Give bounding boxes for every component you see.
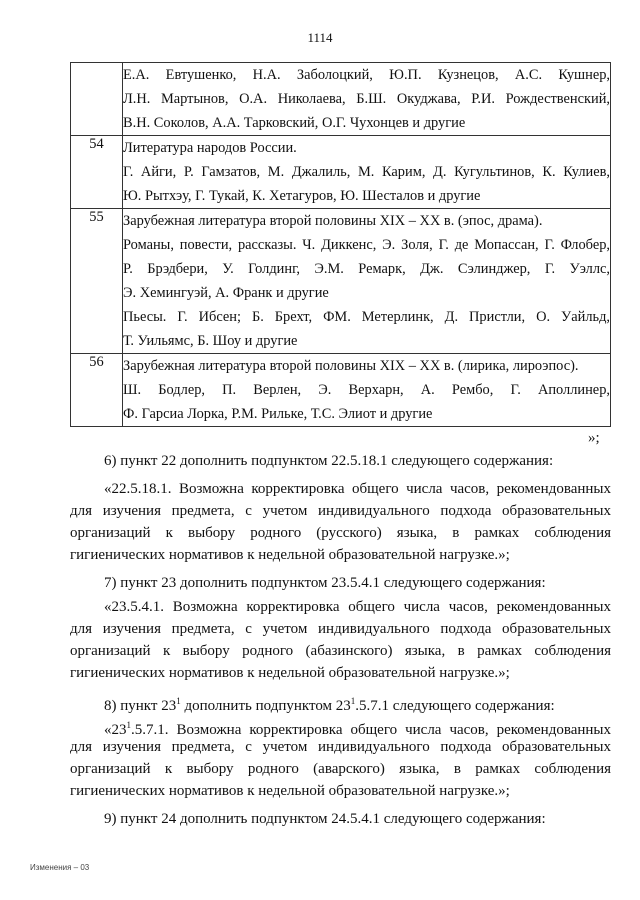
table-line: Ф. Гарсиа Лорка, Р.М. Рильке, Т.С. Элиот и другие — [123, 406, 433, 422]
heading-part: .5.7.1 следующего содержания: — [355, 698, 555, 714]
paragraph-7-text — [70, 596, 611, 684]
paragraph-6 — [70, 450, 611, 472]
table-line: Литература народов России. — [123, 140, 297, 156]
paragraph-8-text — [70, 714, 611, 802]
paragraph-line: гигиенических нормативов к недельной образовательной нагрузке.»; — [70, 547, 510, 563]
paragraph-line: организаций к выбору родного (абазинского) языка, в рамках соблюдения — [70, 643, 611, 659]
paragraph-line: «23.5.4.1. Возможна корректировка общего числа часов, рекомендованных — [104, 599, 611, 615]
table-line: Л.Н. Мартынов, О.А. Николаева, Б.Ш. Окуджава, Р.И. Рождественский, — [123, 91, 610, 107]
paragraph-line: для изучения предмета, с учетом индивидуального подхода образовательных — [70, 621, 611, 637]
paragraph-6-text — [70, 478, 611, 566]
table-row — [71, 136, 611, 209]
paragraph-9 — [70, 808, 611, 830]
line-part: .5.7.1. Возможна корректировка общего числа часов, рекомендованных — [131, 722, 611, 738]
footer-note: Изменения – 03 — [30, 863, 90, 872]
paragraph-7 — [70, 572, 611, 594]
paragraph-line: для изучения предмета, с учетом индивидуального подхода образовательных — [70, 739, 611, 755]
line-part: «23 — [104, 722, 127, 738]
paragraph-line: гигиенических нормативов к недельной образовательной нагрузке.»; — [70, 665, 510, 681]
table-row — [71, 354, 611, 427]
paragraph-heading: 7) пункт 23 дополнить подпунктом 23.5.4.1 следующего содержания: — [104, 575, 546, 591]
row-number: 54 — [71, 136, 123, 209]
paragraph-heading: 6) пункт 22 дополнить подпунктом 22.5.18.1 следующего содержания: — [104, 453, 554, 469]
paragraph-line: организаций к выбору родного (аварского) языка, в рамках соблюдения — [70, 761, 611, 777]
row-content — [123, 209, 611, 354]
table-line: Зарубежная литература второй половины XIX – XX в. (эпос, драма). — [123, 213, 543, 229]
heading-part: 8) пункт 23 — [104, 698, 177, 714]
table-closing-mark: »; — [588, 430, 600, 446]
row-number — [71, 63, 123, 136]
literature-table — [70, 62, 611, 427]
row-content — [123, 136, 611, 209]
table-line: Е.А. Евтушенко, Н.А. Заболоцкий, Ю.П. Кузнецов, А.С. Кушнер, — [123, 67, 610, 83]
paragraph-line: организаций к выбору родного (русского) языка, в рамках соблюдения — [70, 525, 611, 541]
paragraph-line: для изучения предмета, с учетом индивидуального подхода образовательных — [70, 503, 611, 519]
table-line: Э. Хемингуэй, А. Франк и другие — [123, 285, 329, 301]
paragraph-heading: 9) пункт 24 дополнить подпунктом 24.5.4.1 следующего содержания: — [104, 811, 546, 827]
table-row — [71, 63, 611, 136]
table-line: Р. Брэдбери, У. Голдинг, Э.М. Ремарк, Дж. Сэлинджер, Г. Уэллс, — [123, 261, 610, 277]
paragraph-line — [70, 714, 611, 736]
table-line: Пьесы. Г. Ибсен; Б. Брехт, ФМ. Метерлинк, Д. Пристли, О. Уайльд, — [123, 309, 610, 325]
table-line: Романы, повести, рассказы. Ч. Диккенс, Э. Золя, Г. де Мопассан, Г. Флобер, — [123, 237, 610, 253]
table-line: В.Н. Соколов, А.А. Тарковский, О.Г. Чухонцев и другие — [123, 115, 466, 131]
paragraph-heading — [70, 690, 611, 712]
row-content — [123, 63, 611, 136]
row-number: 55 — [71, 209, 123, 354]
paragraph-line: «22.5.18.1. Возможна корректировка общего числа часов, рекомендованных — [104, 481, 611, 497]
superscript: 1 — [176, 696, 181, 706]
superscript: 1 — [350, 696, 356, 706]
paragraph-line: гигиенических нормативов к недельной образовательной нагрузке.»; — [70, 783, 510, 799]
table-line: Ю. Рытхэу, Г. Тукай, К. Хетагуров, Ю. Шесталов и другие — [123, 188, 481, 204]
paragraph-8 — [70, 690, 611, 712]
heading-part: дополнить подпунктом 23 — [180, 698, 351, 714]
row-number: 56 — [71, 354, 123, 427]
row-content — [123, 354, 611, 427]
table-row — [71, 209, 611, 354]
table-line: Зарубежная литература второй половины XIX – XX в. (лирика, лироэпос). — [123, 358, 579, 374]
superscript: 1 — [126, 720, 131, 730]
table-line: Ш. Бодлер, П. Верлен, Э. Верхарн, А. Рембо, Г. Аполлинер, — [123, 382, 610, 398]
page-number: 1114 — [307, 30, 333, 45]
table-line: Г. Айги, Р. Гамзатов, М. Джалиль, М. Карим, Д. Кугультинов, К. Кулиев, — [123, 164, 610, 180]
table-line: Т. Уильямс, Б. Шоу и другие — [123, 333, 298, 349]
